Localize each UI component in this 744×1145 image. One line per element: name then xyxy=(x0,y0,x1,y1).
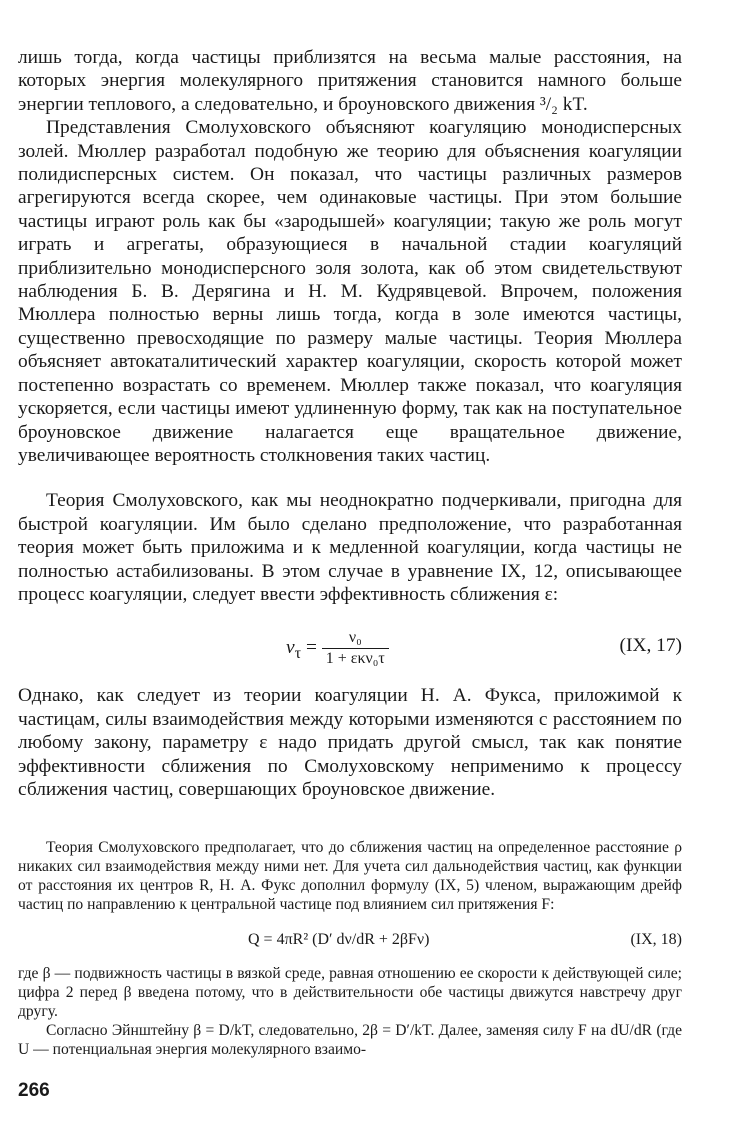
equation-lhs-subscript: τ xyxy=(294,645,302,663)
paragraph-fuchs-theory: Однако, как следует из теории коагуляции Н. А. Фукса, приложимой к частицам, силы взаимодействия между которыми изменяются с расстоянием по любому закону, параметру ε надо придать другой смысл, так как понятие эффективности сближения по Смолуховскому неприменимо к процессу сближения частиц, совершающих броуновское движение. xyxy=(18,685,682,800)
equation-number: (IX, 17) xyxy=(619,635,682,657)
paragraph-continuation: лишь тогда, когда частицы приблизятся на весьма малые расстояния, на которых энергия молекулярного притяжения становится намного больше энергии теплового, а следовательно, и броуновского движения ³/₂ kT. xyxy=(18,47,682,115)
small-paragraph-einstein: Согласно Эйнштейну β = D/kT, следовательно, 2β = D′/kT. Далее, заменяя силу F на dU/dR (где U — потенциальная энергия молекулярного взаимо- xyxy=(18,1022,682,1058)
fraction-numerator: ν₀ xyxy=(322,628,389,649)
main-text xyxy=(18,46,682,801)
equation-lhs: ν xyxy=(286,637,295,659)
equals-sign: = xyxy=(301,637,322,659)
equation-number: (IX, 18) xyxy=(630,931,682,948)
equation-ix-17 xyxy=(18,622,682,674)
equation-ix-18-formula: Q = 4πR² (D′ dν/dR + 2βFν) xyxy=(248,931,430,948)
small-paragraph-mobility: где β — подвижность частицы в вязкой среде, равная отношению ее скорости к действующей силе; цифра 2 перед β введена потому, что в действительности обе частицы движутся навстречу друг другу. xyxy=(18,965,682,1020)
paragraph-muller-theory: Представления Смолуховского объясняют коагуляцию монодисперсных золей. Мюллер разработал подобную же теорию для объяснения коагуляции полидисперсных систем. Он показал, что частицы различных размеров агрегируются всегда скорее, чем одинаковые частицы. При этом большие частицы играют роль как бы «зародышей» коагуляции; такую же роль могут играть и агрегаты, образующиеся в начальной стадии коагуляций приблизительно монодисперсного золя золота, как об этом свидетельствуют наблюдения Б. В. Дерягина и Н. М. Кудрявцевой. Впрочем, положения Мюллера полностью верны лишь тогда, когда в золе имеются частицы, существенно превосходящие по размеру малые частицы. Теория Мюллера объясняет автокаталитический характер коагуляции, скорость которой может постепенно возрастать со временем. Мюллер также показал, что коагуляция ускоряется, если частицы имеют удлиненную форму, так как на поступательное броуновское движение налагается еще вращательное движение, увеличивающее вероятность столкновения таких частиц. xyxy=(18,117,682,466)
paragraph-slow-coagulation: Теория Смолуховского, как мы неоднократно подчеркивали, пригодна для быстрой коагуляции. Им было сделано предположение, что разработанная теория может быть приложима и к медленной коагуляции, когда частицы не полностью астабилизованы. В этом случае в уравнение IX, 12, описывающее процесс коагуляции, следует ввести эффективность сближения ε: xyxy=(18,490,682,605)
equation-ix-18 xyxy=(18,924,682,956)
small-print-section xyxy=(18,838,682,1059)
equation-ix-17-formula xyxy=(286,628,389,669)
page-number: 266 xyxy=(18,1080,50,1101)
fraction-denominator: 1 + εκν₀τ xyxy=(325,650,385,668)
small-paragraph-fuchs-formula: Теория Смолуховского предполагает, что до сближения частиц на определенное расстояние ρ никаких сил взаимодействия между ними нет. Для учета сил дальнодействия частиц, как функции от расстояния их центров R, Н. А. Фукс дополнил формулу (IX, 5) членом, выражающим дрейф частиц по направлению к центральной частице под влиянием сил притяжения F: xyxy=(18,839,682,913)
fraction xyxy=(322,628,389,669)
